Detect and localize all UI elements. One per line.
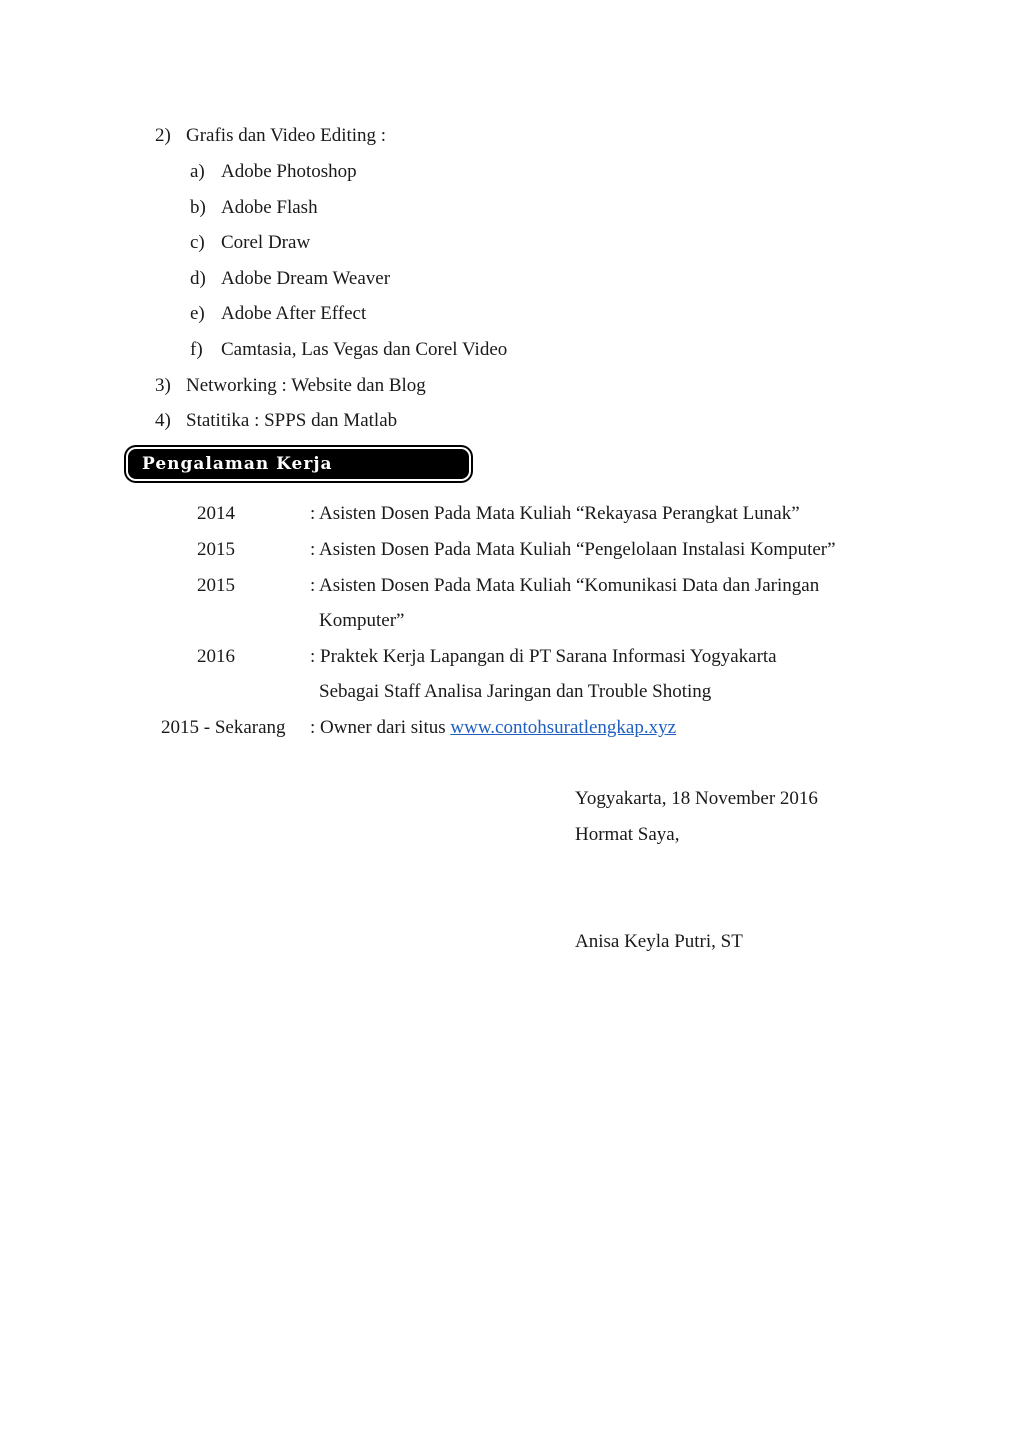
list-letter: d) bbox=[190, 268, 206, 289]
list-letter: a) bbox=[190, 161, 205, 182]
experience-desc: : Asisten Dosen Pada Mata Kuliah “Rekayasa Perangkat Lunak” bbox=[310, 503, 800, 524]
list-letter: e) bbox=[190, 303, 205, 324]
list-number: 3) bbox=[155, 375, 171, 396]
experience-desc-cont: Komputer” bbox=[319, 610, 405, 631]
skill-statistika: Statitika : SPPS dan Matlab bbox=[186, 410, 398, 431]
skill-item: Adobe Flash bbox=[221, 197, 318, 218]
experience-prefix: : Owner dari situs bbox=[310, 717, 451, 738]
experience-year: 2015 bbox=[197, 575, 235, 596]
list-letter: c) bbox=[190, 232, 205, 253]
skill-networking: Networking : Website dan Blog bbox=[186, 375, 426, 396]
list-number: 2) bbox=[155, 125, 171, 146]
salutation: Hormat Saya, bbox=[575, 824, 680, 845]
section-header-pengalaman bbox=[128, 449, 469, 479]
signatory-name: Anisa Keyla Putri, ST bbox=[575, 931, 743, 952]
experience-desc: : Asisten Dosen Pada Mata Kuliah “Pengelolaan Instalasi Komputer” bbox=[310, 539, 836, 560]
list-letter: f) bbox=[190, 339, 203, 360]
skill-item: Camtasia, Las Vegas dan Corel Video bbox=[221, 339, 508, 360]
experience-year: 2015 - Sekarang bbox=[161, 717, 286, 738]
list-number: 4) bbox=[155, 410, 171, 431]
experience-year: 2016 bbox=[197, 646, 235, 667]
skill-item: Adobe After Effect bbox=[221, 303, 367, 324]
skill-heading-grafis: Grafis dan Video Editing : bbox=[186, 125, 387, 146]
experience-desc: : Asisten Dosen Pada Mata Kuliah “Komunikasi Data dan Jaringan bbox=[310, 575, 820, 596]
experience-desc bbox=[310, 716, 676, 740]
place-date: Yogyakarta, 18 November 2016 bbox=[575, 788, 818, 809]
skill-item: Adobe Photoshop bbox=[221, 161, 357, 182]
experience-year: 2014 bbox=[197, 503, 235, 524]
experience-desc: : Praktek Kerja Lapangan di PT Sarana Informasi Yogyakarta bbox=[310, 646, 777, 667]
experience-desc-cont: Sebagai Staff Analisa Jaringan dan Trouble Shoting bbox=[319, 681, 712, 702]
experience-year: 2015 bbox=[197, 539, 235, 560]
list-letter: b) bbox=[190, 197, 206, 218]
section-title: Pengalaman Kerja bbox=[142, 454, 333, 474]
website-link[interactable]: www.contohsuratlengkap.xyz bbox=[450, 717, 677, 738]
skill-item: Adobe Dream Weaver bbox=[221, 268, 391, 289]
skill-item: Corel Draw bbox=[221, 232, 311, 253]
